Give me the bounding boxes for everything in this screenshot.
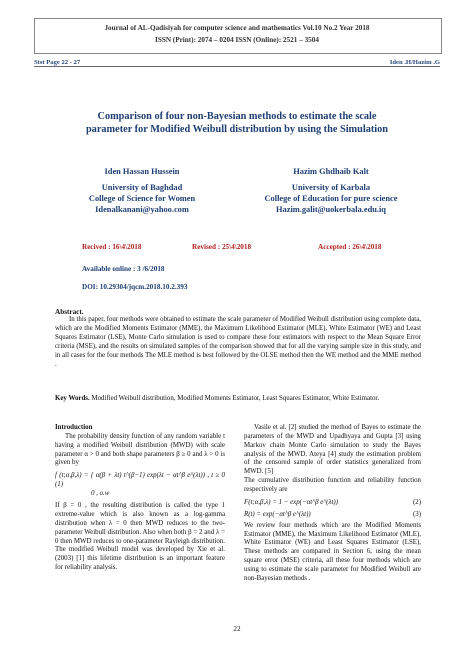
right-paragraph-3: We review four methods which are the Modified Moments Estimator (MME), the Maximum Likelihood Estimator (MLE), White Estimator (WE) and Least Squares Estimator (LSE), These methods are compared in Section 6, using the mean square error (MSE) criteria, all these four methods which are using to estimate the scale parameter for Modified Weibull are non-Bayesian methods . xyxy=(244,521,421,582)
author-name: Iden Hassan Hussein xyxy=(104,167,180,176)
paper-title-line-1: Comparison of four non-Bayesian methods to estimate the scale xyxy=(97,111,377,122)
received-date: Recived : 16\4\2018 xyxy=(82,243,142,251)
doi: DOI: 10.29304/jqcm.2018.10.2.393 xyxy=(82,283,188,291)
running-author: Iden .H/Hazim .G xyxy=(389,59,440,66)
keywords-label: Key Words. xyxy=(55,395,90,402)
author-email: Hazim.galit@uokerbala.edu.iq xyxy=(276,205,386,214)
available-online: Available online : 3 /6/2018 xyxy=(82,265,165,273)
keywords xyxy=(55,394,421,403)
right-column xyxy=(244,424,421,584)
accepted-date: Accepted : 26\4\2018 xyxy=(318,243,382,251)
author-affiliation: University of Karbala xyxy=(291,183,371,192)
intro-paragraph-1: The probability density function of any random variable t having a modified Weibull distribution (MWD) with scale parameter α > 0 and both shape parameters β ≥ 0 and λ > 0 is given by xyxy=(55,432,225,467)
author-email: Idenalkanani@yahoo.com xyxy=(95,205,189,214)
equation-2 xyxy=(244,498,421,507)
author-affiliation: College of Science for Women xyxy=(88,194,196,203)
intro-paragraph-2: If β = 0 , the resulting distribution is called the type 1 extreme-value which is also known as a log-gamma distribution when λ = 0 then MWD reduces to the two-parameter Weibull distribution. Also when both β = 2 and λ = 0 then MWD reduces to one-parameter Rayleigh distribution. The modified Weibull model was developed by Xie et al.(2003) [1] this lifetime distribution is an important feature for reliability analysis. xyxy=(55,502,225,572)
right-paragraph-2: The cumulative distribution function and reliability function respectively are xyxy=(244,477,421,493)
author-name: Hazim Ghdhaib Kalt xyxy=(293,167,369,176)
author-block-1 xyxy=(72,166,212,215)
equation-3 xyxy=(244,510,421,519)
equation-1-line-1: f (t;α,β,λ) = { α(β + λt) t^(β−1) exp(λt − αt^β e^(λt)) , t ≥ 0 (1) xyxy=(55,472,225,489)
equation-3-body: R(t) = exp(−αt^β e^(λt)) xyxy=(244,510,311,518)
page-range: Stst Page 22 - 27 xyxy=(34,59,81,66)
equation-3-number: (3) xyxy=(412,510,421,518)
equation-2-body: F(t;α,β,λ) = 1 − exp(−αt^β e^(λt)) xyxy=(244,498,338,506)
author-affiliation: College of Education for pure science xyxy=(264,194,398,203)
author-block-2 xyxy=(246,166,416,215)
equation-2-number: (2) xyxy=(412,498,421,506)
revised-date: Revised : 25\4\2018 xyxy=(192,243,252,251)
right-paragraph-1: Vasile et al. [2] studied the method of Bayes to estimate the parameters of the MWD and Upadhyaya and Gupta [3] using Markov chain Monte Carlo simulation to study the Bayes analysis of the MWD. Ateya [4] study the estimation problem of the censored sample of order statistics generalized from MWD. [5] xyxy=(244,424,421,476)
abstract-text: In this paper, four methods were obtained to estimate the scale parameter of Modified Weibull distribution using complete data, which are the Modified Moments Estimator (MME), the Maximum Likelihood Estimator (MLE), White Estimator (WE) and Least Squares Estimator (LSE), Monte Carlo simulation is used to compare these four estimators with respect to the Mean Square Error criteria (MSE), and the results on simulated samples of the comparison showed that for all the varying sample size in this study, and in all cases for the four methods The MLE method is best followed by the OLSE method then the WE method and the MME method . xyxy=(55,316,421,369)
intro-heading: Introduction xyxy=(55,424,93,431)
abstract-heading: Abstract. xyxy=(55,308,84,316)
left-column xyxy=(55,424,225,573)
paper-title-line-2: parameter for Modified Weibull distribution by using the Simulation xyxy=(85,124,389,135)
keywords-text: Modified Weibull distribution, Modified Moments Estimator, Least Squares Estimator, White Estimator. xyxy=(89,395,380,402)
header-rule xyxy=(34,66,440,67)
journal-name-line: Journal of AL-Qadisiyah for computer science and mathematics Vol.10 No.2 Year 2018 xyxy=(104,24,370,32)
equation-1-line-2: 0 , o.w xyxy=(91,490,110,498)
author-affiliation: University of Baghdad xyxy=(101,183,183,192)
issn-line: ISSN (Print): 2074 – 0204 ISSN (Online): 2521 – 3504 xyxy=(155,36,319,44)
page-number: 22 xyxy=(233,625,241,633)
